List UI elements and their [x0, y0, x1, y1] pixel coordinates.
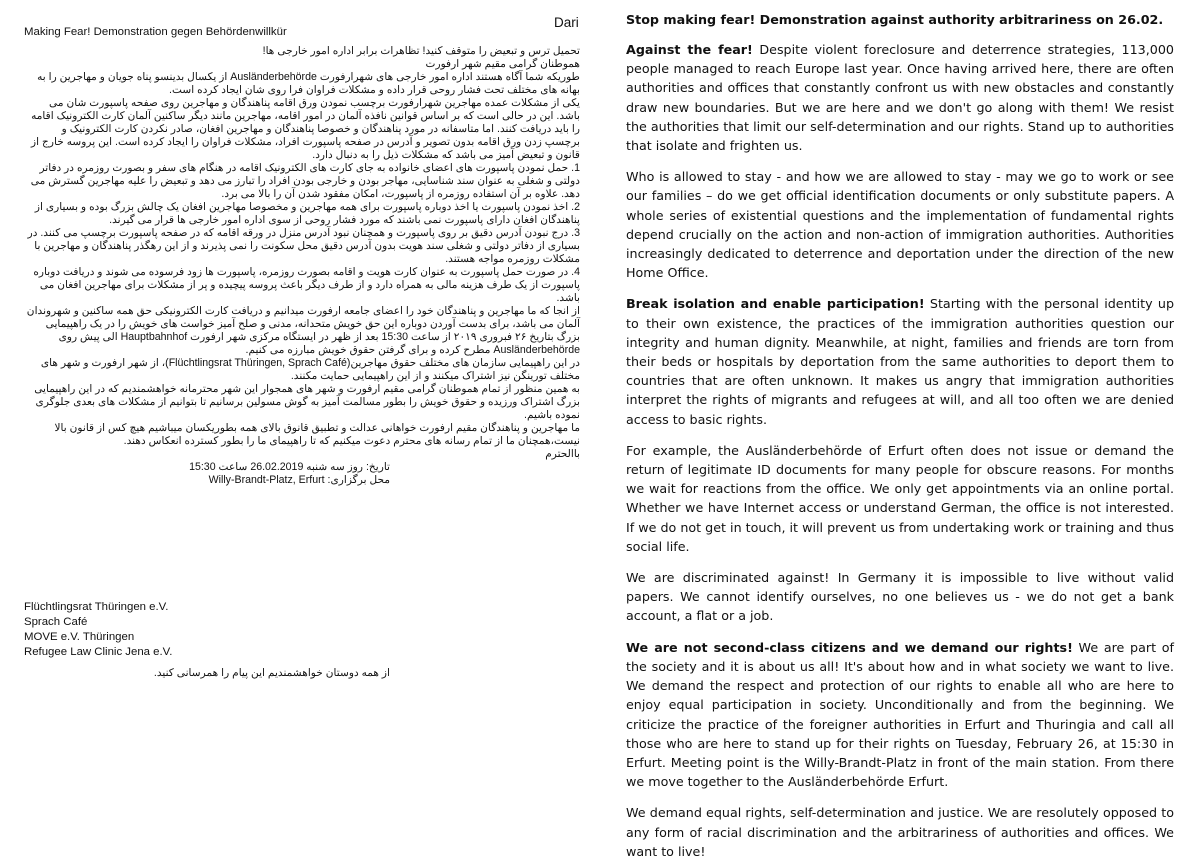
paragraph-text: Despite violent foreclosure and deterrence strategies, 113,000 people managed to reach Europe last year. Once having arrived here, there are often authorities and offices that constantly confront us with new obstacles and constantly draw new boundaries. But we are here and we don't go along with them! We resist the authorities that limit our self-determination and our rights. Stand up to authorities that isolate and frighten us.	[626, 42, 1174, 154]
paragraph-text: We are discriminated against! In Germany it is impossible to live without valid papers. We cannot identify ourselves, no one believes us - we do not get a bank account, a flat or a job.	[626, 570, 1174, 624]
english-paragraph	[626, 40, 1174, 155]
organization-item: Refugee Law Clinic Jena e.V.	[24, 646, 173, 658]
dari-column	[24, 12, 594, 702]
closing-line: از همه دوستان خواهشمندیم این پیام را همرسانی کنید.	[153, 667, 390, 679]
english-column	[626, 10, 1174, 859]
english-paragraph	[626, 568, 1174, 626]
english-paragraph	[626, 638, 1174, 792]
paragraph-text: For example, the Ausländerbehörde of Erfurt often does not issue or demand the return of legitimate ID documents for many people for obscure reasons. For months we wait for reactions from the office. We only get appointments via an online portal. Whether we have Internet access or understand German, the office is not interested. If we do not get in touch, it will prevent us from undertaking work or training and thus social life.	[626, 442, 1174, 554]
english-paragraph	[626, 441, 1174, 556]
dari-paragraph: از انجا که ما مهاجرین و پناهندگان خود را اعضای جامعه ارفورت میدانیم و دریافت کارت الکترونیکی حق همه ساکنین و شهروندان آلمان می باشد، برای بدست آوردن دوباره این حق خویش متحدانه، مدنی و صلح آمیز خواست های خویش را در یک راهپیمایی بزرگ بتاریخ ۲۶ فبروری ۲۰۱۹ از ساعت 15:30 بعد از ظهر در ایستگاه مرکزی شهر ارفورت Hauptbahnhof الی پیش روی Ausländerbehörde مطرح کرده و برای گرفتن حقوق خویش مبارزه می کنیم.	[26, 305, 580, 356]
paragraph-text: Starting with the personal identity up to their own existence, the practices of the immigration authorities question our integrity and human dignity. Meanwhile, at night, families and friends are torn from their beds or hospitals by deportation from the same authorities to deport them to countries that are often unknown. It makes us angry that immigration authorities interpret the rights of migrants and refugees at will, and all too often we are denied access to basic rights.	[626, 296, 1174, 427]
venue-line: محل برگزاری: Willy-Brandt-Platz, Erfurt	[208, 474, 390, 486]
dari-paragraph: طوریکه شما آگاه هستند اداره امور خارجی های شهرارفورت Ausländerbehörde از یکسال بدینسو پناه جویان و مهاجرین را به بهانه های مختلف تحت فشار روحی قرار داده و مشکلات فراوان فرا روی شان ایجاد کرده است.	[37, 71, 580, 96]
organization-item: Sprach Café	[24, 616, 88, 628]
dari-paragraph: 2. اخذ نمودن پاسپورت یا اخذ دوباره پاسپورت برای همه مهاجرین و مخصوصا مهاجرین افغان یک چالش بزرگ بوده و بسیاری از پناهندگان افغان دارای پاسپورت نمی باشند که مورد فشار روحی از سوی اداره امور خارجی ها قرار می گیرند.	[34, 201, 580, 226]
dari-paragraph: 3. درج نبودن آدرس دقیق بر روی پاسپورت و همچنان نبود آدرس منزل در ورقه اقامه که در صفحه پاسپورت برچسپ می کنند. در بسیاری از دفاتر دولتی و شغلی سند هویت بدون آدرس دقیق محل سکونت را نمی پذیرند و از این رهگذر پناهندگان و مهاجرین با مشکلات روزمره مواجه هستند.	[27, 227, 580, 265]
paragraph-lead: Against the fear!	[626, 42, 753, 57]
organization-item: MOVE e.V. Thüringen	[24, 631, 135, 643]
paragraph-lead: Break isolation and enable participation!	[626, 296, 925, 312]
organization-item: Flüchtlingsrat Thüringen e.V.	[24, 601, 169, 613]
english-title: Stop making fear! Demonstration against authority arbitrariness on 26.02.	[626, 12, 1164, 27]
english-paragraph	[626, 294, 1174, 428]
english-paragraph	[626, 167, 1174, 282]
paragraph-text: We are part of the society and it is about us all! It's about how and in what society we want to live. We demand the respect and protection of our rights to enable all who are here to enjoy equal participation in society. Unconditionally and from the beginning. We criticize the practice of the foreigner authorities in Erfurt and Thuringia and call all those who are here to stand up for their rights on Tuesday, February 26, at 15:30 in Erfurt. Meeting point is the Willy-Brandt-Platz in front of the main station. From there we move together to the Ausländerbehörde Erfurt.	[626, 639, 1174, 790]
dari-paragraph: 1. حمل نمودن پاسپورت های اعضای خانواده به جای کارت های الکترونیک اقامه در هنگام های سفر و بصورت روزمره در دفاتر دولتی و شغلی به عنوان سند شناسایی، مهاجر بودن و خارجی بودن افراد را تبارز می دهد و تبعیض را علیه مهاجرین گسترش می دهد. علاوه بر آن استفاده روزمره از پاسپورت، امکان مفقود شدن آن را بالا می برد.	[30, 162, 580, 200]
dari-paragraph: باالحترم	[545, 448, 580, 460]
organizations-list	[24, 600, 324, 660]
dari-paragraph: یکی از مشکلات عمده مهاجرین شهرارفورت برچسب نمودن ورق اقامه پناهندگان و مهاجرین روی صفحه پاسپورت شان می باشد. این در حالی است که بر اساس قوانین نافذه آلمان در امور اقامه، مهاجرین مانند دیگر ساکنین آلمان کارت الکترونیک اقامه را باید دریافت کنند. اما متاسفانه در مورد پناهندگان و خصوصا پناهندگان و مهاجرین افغان، صادر نکردن کارت الکترونیک و برچسپ زدن ورق اقامه بدون تصویر و آدرس در صفحه پاسپورت افراد، مشکلات فراوان را ایجاد کرده است. این پروسه خارج از قانون و تبعیض آمیز می باشد که مشکلات ذیل را به دنبال دارد.	[31, 97, 580, 161]
dari-paragraph: هموطنان گرامی مقیم شهر ارفورت	[425, 58, 580, 70]
paragraph-lead: We are not second-class citizens and we demand our rights!	[626, 639, 1073, 655]
paragraph-text: Who is allowed to stay - and how we are allowed to stay - may we go to work or see our families – do we get official identification documents or only substitute papers. A whole series of existential questions and the implementation of fundamental rights depend crucially on the action and non-action of immigration authorities. Authorities increasingly dedicated to deterrence and deportation under the direction of the new Home Office.	[626, 169, 1174, 281]
date-line: تاریخ: روز سه شنبه 26.02.2019 ساعت 15:30	[189, 461, 390, 473]
dari-paragraph: تحمیل ترس و تبعیض را متوقف کنید! تظاهرات برابر اداره امور خارجی ها!	[262, 45, 580, 57]
german-title: Making Fear! Demonstration gegen Behördenwillkür	[24, 26, 287, 38]
dari-body	[24, 45, 580, 487]
dari-paragraph: در این راهپیمایی سازمان های مختلف حقوق مهاجرین(Flüchtlingsrat Thüringen, Sprach Café)، از شهر ارفورت و شهر های مختلف تورینگن نیز اشتراک میکنند و از این راهپیمایی حمایت مکنند.	[40, 357, 580, 382]
language-label: Dari	[554, 15, 579, 30]
english-paragraph	[626, 803, 1174, 861]
dari-paragraph: ما مهاجرین و پناهندگان مقیم ارفورت خواهانی عدالت و تطبیق قانوق بالای همه بطوریکسان میباشیم هیچ کس از قانون بالا نیست،همچنان ما از تمام رسانه های محترم دعوت میکنیم که تا راهپیمای ما را بطور کسترده انعکاس دهند.	[54, 422, 580, 447]
dari-paragraph: به همین منظور از تمام هموطنان گرامی مقیم ارفورت و شهر های همجوار این شهر محترمانه خواهشمندیم که در این راهپیمایی بزرگ اشتراک ورزیده و حقوق خویش را بطور مسالمت آمیز به گوش مسولین برسانیم تا بتوانیم از مشکلات های بعدی جلوگری نموده باشیم.	[34, 383, 580, 421]
dari-paragraph: 4. در صورت حمل پاسپورت به عنوان کارت هویت و اقامه بصورت روزمره، پاسپورت ها زود فرسوده می شوند و دریافت دوباره پاسپورت از یک طرف هزینه مالی به همراه دارد و از طرف دیگر باعث پروسه پیچیده و پر از مشکلات برای مهاجرین افغان می باشد.	[33, 266, 580, 304]
paragraph-text: We demand equal rights, self-determination and justice. We are resolutely opposed to any form of racial discrimination and the arbitrariness of authorities and offices. We want to live!	[626, 805, 1174, 859]
